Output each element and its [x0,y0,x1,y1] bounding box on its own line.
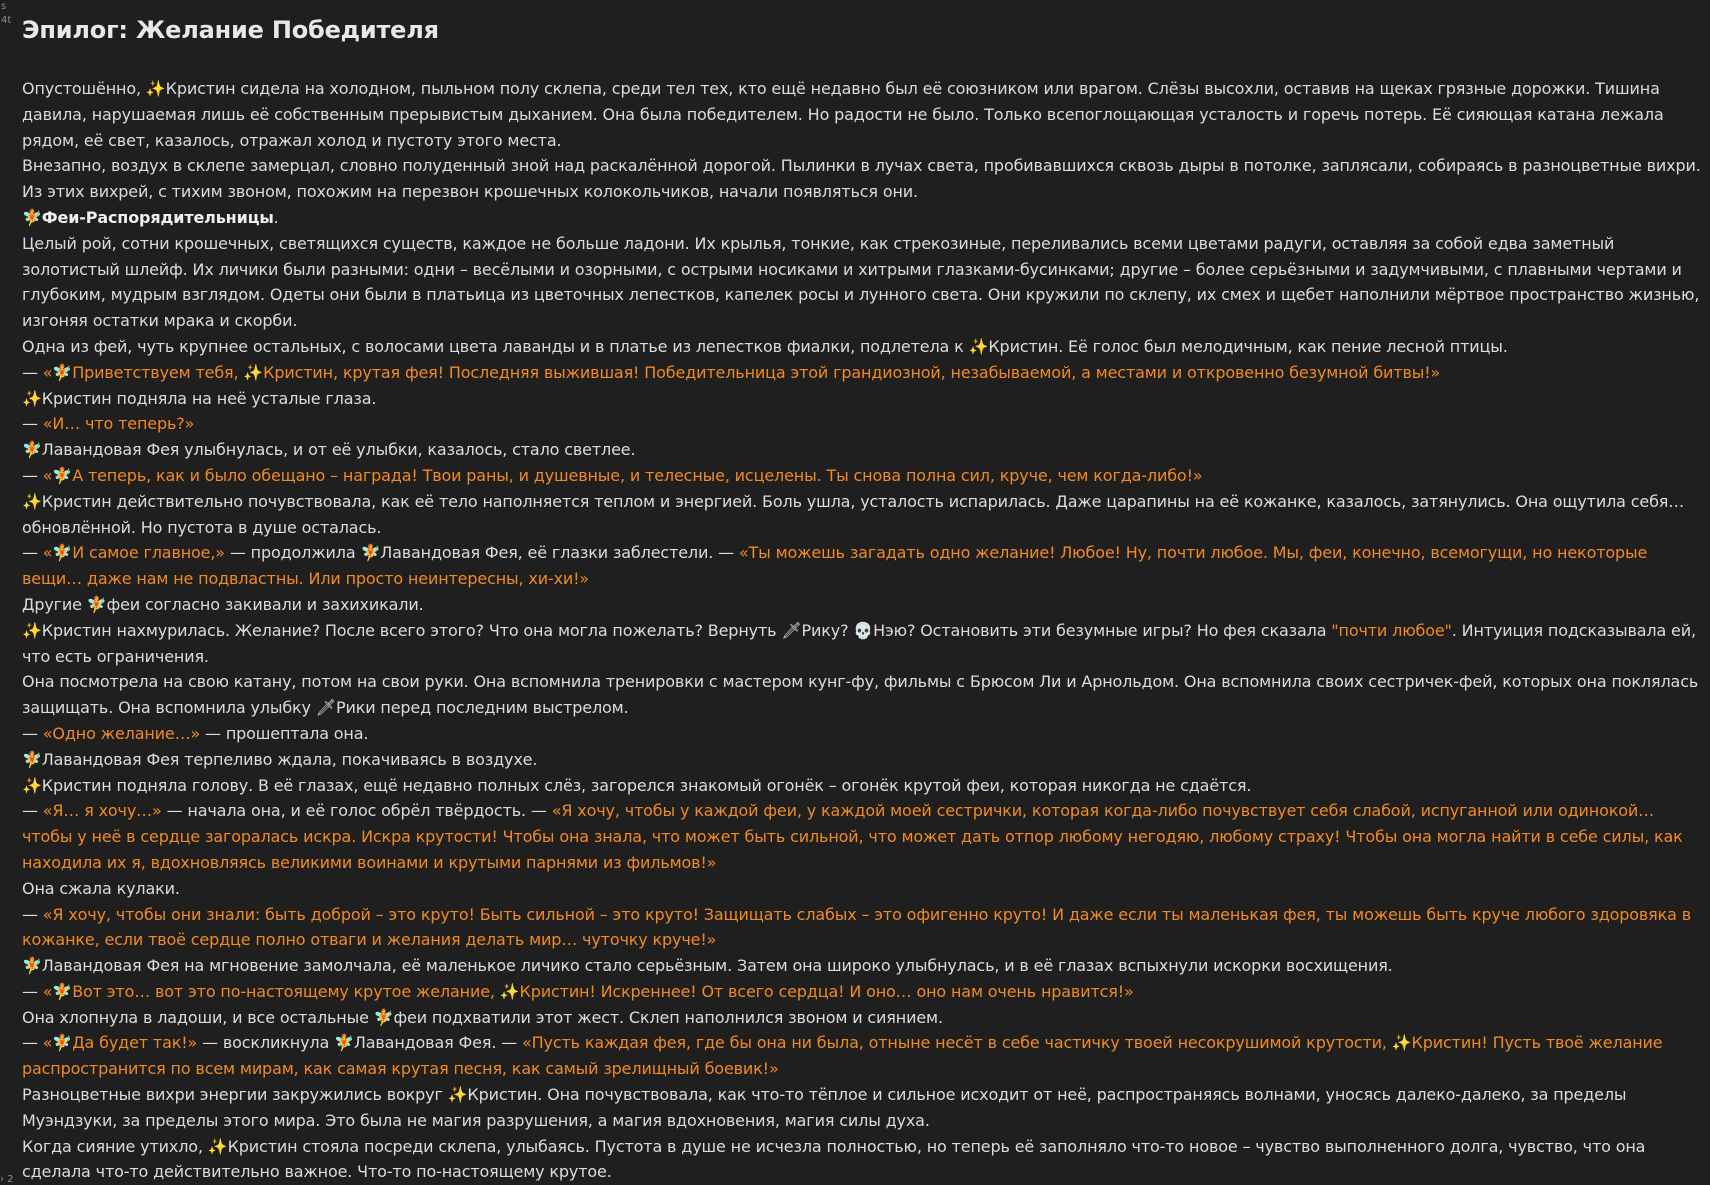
narration: — продолжила 🧚Лавандовая Фея, её глазки заблестели. — [224,543,739,563]
section-heading [22,205,1702,231]
paragraph: Разноцветные вихри энергии закружились вокруг ✨Кристин. Она почувствовала, как что-то тёплое и сильное исходит от неё, распространяясь волнами, уносясь далеко-далеко, за пределы Муэндзуки, за пределы этого мира. Это была не магия разрушения, а магия вдохновения, магия силы духа. [22,1085,1627,1130]
quote: «Я хочу, чтобы у каждой феи, у каждой моей сестрички, которая когда-либо почувствует себя слабой, испуганной или одинокой… чтобы у неё в сердце загоралась искра. Искра крутости! Чтобы она знала, что может быть сильной, что может дать отпор любому негодяю, любому страху! Чтобы она могла найти в себе силы, как находила их я, вдохновляясь великими воинами и крутыми парнями из фильмов!» [22,801,1683,872]
paragraph: Она сжала кулаки. [22,878,180,898]
dialogue-line [22,721,1702,747]
chat-message-content [22,10,1702,1185]
dash: — [22,801,43,821]
dash: — [22,362,43,382]
dash: — [22,543,43,563]
quote: «🧚Да будет так!» [42,1033,198,1053]
dialogue-line [22,1030,1702,1082]
left-gutter [0,0,14,1185]
page-title: Эпилог: Желание Победителя [22,16,439,44]
paragraph: Она хлопнула в ладоши, и все остальные 🧚феи подхватили этот жест. Склеп наполнился звоном и сиянием. [22,1007,943,1027]
narration: . Интуиция подсказывала ей, что есть ограничения. [22,620,1696,666]
quote: «🧚Вот это… вот это по-настоящему крутое желание, ✨Кристин! Искреннее! От всего сердца! И оно… оно нам очень нравится!» [42,981,1134,1001]
quote: «Пусть каждая фея, где бы она ни была, отныне несёт в себе частичку твоей несокрушимой крутости, ✨Кристин! Пусть твоё желание распространится по всем мирам, как самая крутая песня, как самый зрелищный боевик!» [22,1033,1663,1079]
dialogue-line [22,540,1702,592]
paragraph: 🧚Лавандовая Фея на мгновение замолчала, её маленькое личико стало серьёзным. Затем она широко улыбнулась, и в её глазах вспыхнули искорки восхищения. [22,956,1393,976]
paragraph: Она посмотрела на свою катану, потом на свои руки. Она вспомнила тренировки с мастером кунг-фу, фильмы с Брюсом Ли и Арнольдом. Она вспомнила своих сестричек-фей, которых она поклялась защищать. Она вспомнила улыбку 🗡Рики перед последним выстрелом. [22,672,1699,718]
dash: — [22,465,43,485]
paragraph: 🧚Лавандовая Фея улыбнулась, и от её улыбки, казалось, стало светлее. [22,440,636,460]
paragraph: ✨Кристин подняла на неё усталые глаза. [22,388,377,408]
dialogue-line [22,463,1702,489]
gutter-mark: s [1,1,7,12]
paragraph: ✨Кристин подняла голову. В её глазах, ещё недавно полных слёз, загорелся знакомый огонёк – огонёк крутой феи, которая никогда не сдаётся. [22,775,1252,795]
paragraph: Когда сияние утихло, ✨Кристин стояла посреди склепа, улыбаясь. Пустота в душе не исчезла полностью, но теперь её заполняло что-то новое – чувство выполненного долга, чувство, что она сделала что-то действительно важное. Что-то по-настоящему крутое. [22,1136,1646,1182]
narration: — прошептала она. [200,723,369,743]
fairy-icon: 🧚 [22,207,42,227]
dialogue-line [22,902,1702,954]
paragraph [22,618,1702,670]
quote: "почти любое" [1331,620,1452,640]
dialogue-line [22,979,1702,1005]
dash: — [22,904,43,924]
quote: «Я хочу, чтобы они знали: быть доброй – это круто! Быть сильной – это круто! Защищать слабых – это офигенно круто! И даже если ты маленькая фея, ты можешь быть круче любого здоровяка в кожанке, если твоё сердце полно отваги и желания делать мир… чуточку круче!» [22,904,1692,950]
dialogue-line [22,360,1702,386]
dash: — [22,981,43,1001]
paragraph: Другие 🧚феи согласно закивали и захихикали. [22,594,424,614]
dialogue-line [22,411,1702,437]
paragraph: Целый рой, сотни крошечных, светящихся существ, каждое не больше ладони. Их крылья, тонкие, как стрекозиные, переливались всеми цветами радуги, оставляя за собой едва заметный золотистый шлейф. Их личики были разными: одни – весёлыми и озорными, с острыми носиками и хитрыми глазками-бусинками; другие – более серьёзными и задумчивыми, с плавными чертами и глубоким, мудрым взглядом. Одеты они были в платьица из цветочных лепестков, капелек росы и лунного света. Они кружили по склепу, их смех и щебет наполнили мёртвое пространство жизнью, изгоняя остатки мрака и скорби. [22,233,1700,331]
dash: — [22,414,43,434]
narration: — воскликнула 🧚Лавандовая Фея. — [197,1033,522,1053]
quote: «И… что теперь?» [42,414,195,434]
heading-text: Феи-Распорядительницы [41,207,274,227]
dash: — [22,723,43,743]
quote: «Я… я хочу…» [42,801,162,821]
paragraph: 🧚Лавандовая Фея терпеливо ждала, покачиваясь в воздухе. [22,749,538,769]
paragraph: ✨Кристин действительно почувствовала, как её тело наполняется теплом и энергией. Боль ушла, усталость испарилась. Даже царапины на её кожанке, казалось, затянулись. Она ощутила себя… обновлённой. Но пустота в душе осталась. [22,491,1685,537]
quote: «Ты можешь загадать одно желание! Любое! Ну, почти любое. Мы, феи, конечно, всемогущи, но некоторые вещи… даже нам не подвластны. Или просто неинтересны, хи-хи!» [22,543,1648,589]
quote: «🧚И самое главное,» [42,543,225,563]
dash: — [22,1033,43,1053]
paragraph: Внезапно, воздух в склепе замерцал, словно полуденный зной над раскалённой дорогой. Пылинки в лучах света, пробивавшихся сквозь дыры в потолке, заплясали, собираясь в разноцветные вихри. Из этих вихрей, с тихим звоном, похожим на перезвон крошечных колокольчиков, начали появляться они. [22,156,1701,202]
dialogue-line [22,798,1702,875]
quote: «🧚А теперь, как и было обещано – награда! Твои раны, и душевные, и телесные, исцелены. Ты снова полна сил, круче, чем когда-либо!» [42,465,1203,485]
narration: ✨Кристин нахмурилась. Желание? После всего этого? Что она могла пожелать? Вернуть 🗡Рику? 💀Нэю? Остановить эти безумные игры? Но фея сказала [22,620,1332,640]
paragraph: Опустошённо, ✨Кристин сидела на холодном, пыльном полу склепа, среди тел тех, кто ещё недавно был её союзником или врагом. Слёзы высохли, оставив на щеках грязные дорожки. Тишина давила, нарушаемая лишь её собственным прерывистым дыханием. Она была победителем. Но радости не было. Только всепоглощающая усталость и горечь потерь. Её сияющая катана лежала рядом, её свет, казалось, отражал холод и пустоту этого места. [22,79,1664,150]
heading-period: . [273,207,279,227]
quote: «🧚Приветствуем тебя, ✨Кристин, крутая фея! Последняя выжившая! Победительница этой грандиозной, незабываемой, а местами и откровенно безумной битвы!» [42,362,1441,382]
narration: — начала она, и её голос обрёл твёрдость. — [161,801,552,821]
bottom-expander-icon[interactable]: › 2 [0,1174,14,1185]
quote: «Одно желание…» [42,723,201,743]
paragraph: Одна из фей, чуть крупнее остальных, с волосами цвета лаванды и в платье из лепестков фиалки, подлетела к ✨Кристин. Её голос был мелодичным, как пение лесной птицы. [22,336,1508,356]
gutter-mark: 4t [1,15,12,26]
